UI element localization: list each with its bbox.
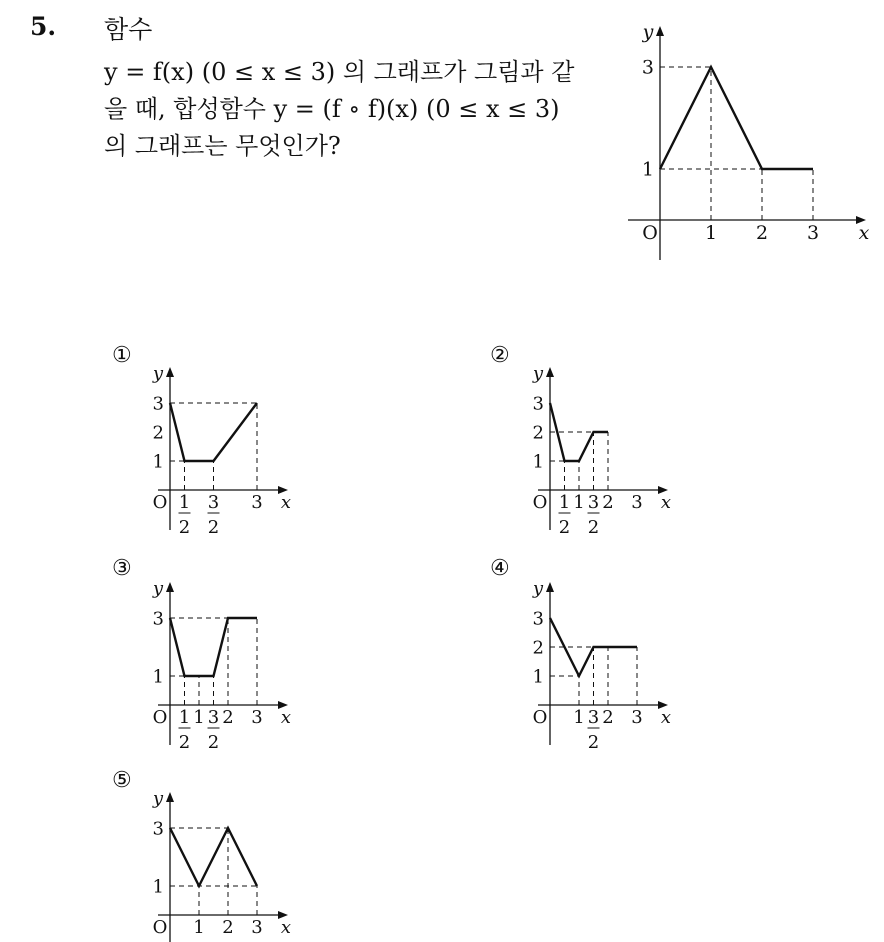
option-label-5[interactable]: ⑤ bbox=[112, 768, 132, 793]
option-3-graph[interactable] bbox=[140, 578, 300, 753]
y-tick-label: 2 bbox=[152, 422, 164, 444]
x-tick-label: 1 bbox=[193, 917, 205, 938]
x-tick-label: 1 bbox=[193, 707, 205, 728]
x-tick-numerator: 3 bbox=[207, 492, 220, 513]
y-tick-label: 1 bbox=[532, 451, 544, 473]
x-tick-label: 2 bbox=[755, 222, 769, 244]
y-axis-label: y bbox=[152, 363, 164, 384]
option-1-graph[interactable] bbox=[140, 365, 300, 543]
x-tick-label: 3 bbox=[806, 222, 820, 244]
y-tick-label: 3 bbox=[532, 608, 544, 630]
x-tick-denominator: 2 bbox=[207, 517, 220, 538]
x-tick-label: 2 bbox=[222, 707, 234, 728]
x-axis-label: x bbox=[660, 492, 672, 513]
origin-label: O bbox=[152, 917, 168, 938]
x-tick-label: 2 bbox=[222, 917, 234, 938]
y-tick-label: 3 bbox=[532, 393, 544, 415]
y-axis-arrow bbox=[166, 792, 174, 802]
origin-label: O bbox=[152, 707, 168, 728]
y-axis-arrow bbox=[166, 367, 174, 377]
x-axis-label: x bbox=[660, 707, 672, 728]
x-tick-denominator: 2 bbox=[587, 517, 600, 538]
function-curve bbox=[660, 67, 813, 169]
x-tick-numerator: 1 bbox=[178, 492, 191, 513]
x-axis-label: x bbox=[280, 707, 292, 728]
y-axis-arrow bbox=[546, 367, 554, 377]
option-5-graph[interactable] bbox=[140, 790, 300, 942]
x-tick-label: 1 bbox=[573, 492, 585, 513]
x-tick-denominator: 2 bbox=[207, 732, 220, 753]
x-tick-label: 3 bbox=[631, 492, 643, 513]
question-text-line-3: 의 그래프는 무엇인가? bbox=[104, 132, 341, 160]
x-axis-label: x bbox=[858, 222, 870, 244]
x-tick-denominator: 2 bbox=[178, 517, 191, 538]
origin-label: O bbox=[642, 222, 658, 244]
origin-label: O bbox=[532, 492, 548, 513]
option-label-1[interactable]: ① bbox=[112, 343, 132, 368]
x-tick-numerator: 3 bbox=[587, 707, 600, 728]
x-tick-numerator: 1 bbox=[178, 707, 191, 728]
function-curve bbox=[170, 618, 257, 676]
x-tick-label: 2 bbox=[602, 492, 614, 513]
option-label-3[interactable]: ③ bbox=[112, 556, 132, 581]
origin-label: O bbox=[532, 707, 548, 728]
y-axis-arrow bbox=[656, 26, 664, 36]
question-text-line-2: 을 때, 합성함수 y = (f ∘ f)(x) (0 ≤ x ≤ 3) bbox=[104, 95, 560, 123]
y-tick-label: 2 bbox=[532, 422, 544, 444]
function-curve bbox=[170, 403, 257, 461]
function-curve bbox=[170, 828, 257, 886]
question-number: 5. bbox=[30, 12, 57, 41]
y-tick-label: 3 bbox=[152, 608, 164, 630]
y-axis-label: y bbox=[532, 578, 544, 599]
x-tick-label: 2 bbox=[602, 707, 614, 728]
given-function-graph bbox=[610, 20, 870, 270]
x-tick-numerator: 3 bbox=[207, 707, 220, 728]
x-tick-label: 1 bbox=[573, 707, 585, 728]
option-label-4[interactable]: ④ bbox=[490, 556, 510, 581]
y-tick-label: 1 bbox=[152, 666, 164, 688]
x-tick-label: 1 bbox=[704, 222, 718, 244]
y-tick-label: 1 bbox=[532, 666, 544, 688]
x-tick-numerator: 3 bbox=[587, 492, 600, 513]
y-axis-label: y bbox=[532, 363, 544, 384]
y-axis-arrow bbox=[546, 582, 554, 592]
x-tick-denominator: 2 bbox=[587, 732, 600, 753]
y-tick-label: 1 bbox=[152, 451, 164, 473]
y-tick-label: 1 bbox=[641, 158, 654, 181]
y-axis-label: y bbox=[642, 21, 654, 43]
y-axis-arrow bbox=[166, 582, 174, 592]
question-text-line-1: y = f(x) (0 ≤ x ≤ 3) 의 그래프가 그림과 같 bbox=[104, 58, 575, 86]
x-tick-label: 3 bbox=[251, 492, 263, 513]
y-tick-label: 2 bbox=[532, 637, 544, 659]
x-tick-label: 3 bbox=[631, 707, 643, 728]
y-axis-label: y bbox=[152, 788, 164, 809]
option-4-graph[interactable] bbox=[520, 578, 680, 753]
x-tick-label: 3 bbox=[251, 917, 263, 938]
y-tick-label: 3 bbox=[152, 393, 164, 415]
x-tick-denominator: 2 bbox=[178, 732, 191, 753]
x-axis-label: x bbox=[280, 917, 292, 938]
x-tick-denominator: 2 bbox=[558, 517, 571, 538]
x-axis-label: x bbox=[280, 492, 292, 513]
y-axis-label: y bbox=[152, 578, 164, 599]
origin-label: O bbox=[152, 492, 168, 513]
option-2-graph[interactable] bbox=[520, 365, 680, 543]
y-tick-label: 3 bbox=[152, 818, 164, 840]
question-title: 함수 bbox=[104, 15, 153, 44]
option-label-2[interactable]: ② bbox=[490, 343, 510, 368]
x-tick-label: 3 bbox=[251, 707, 263, 728]
x-tick-numerator: 1 bbox=[558, 492, 571, 513]
y-tick-label: 3 bbox=[641, 56, 654, 79]
y-tick-label: 1 bbox=[152, 876, 164, 898]
